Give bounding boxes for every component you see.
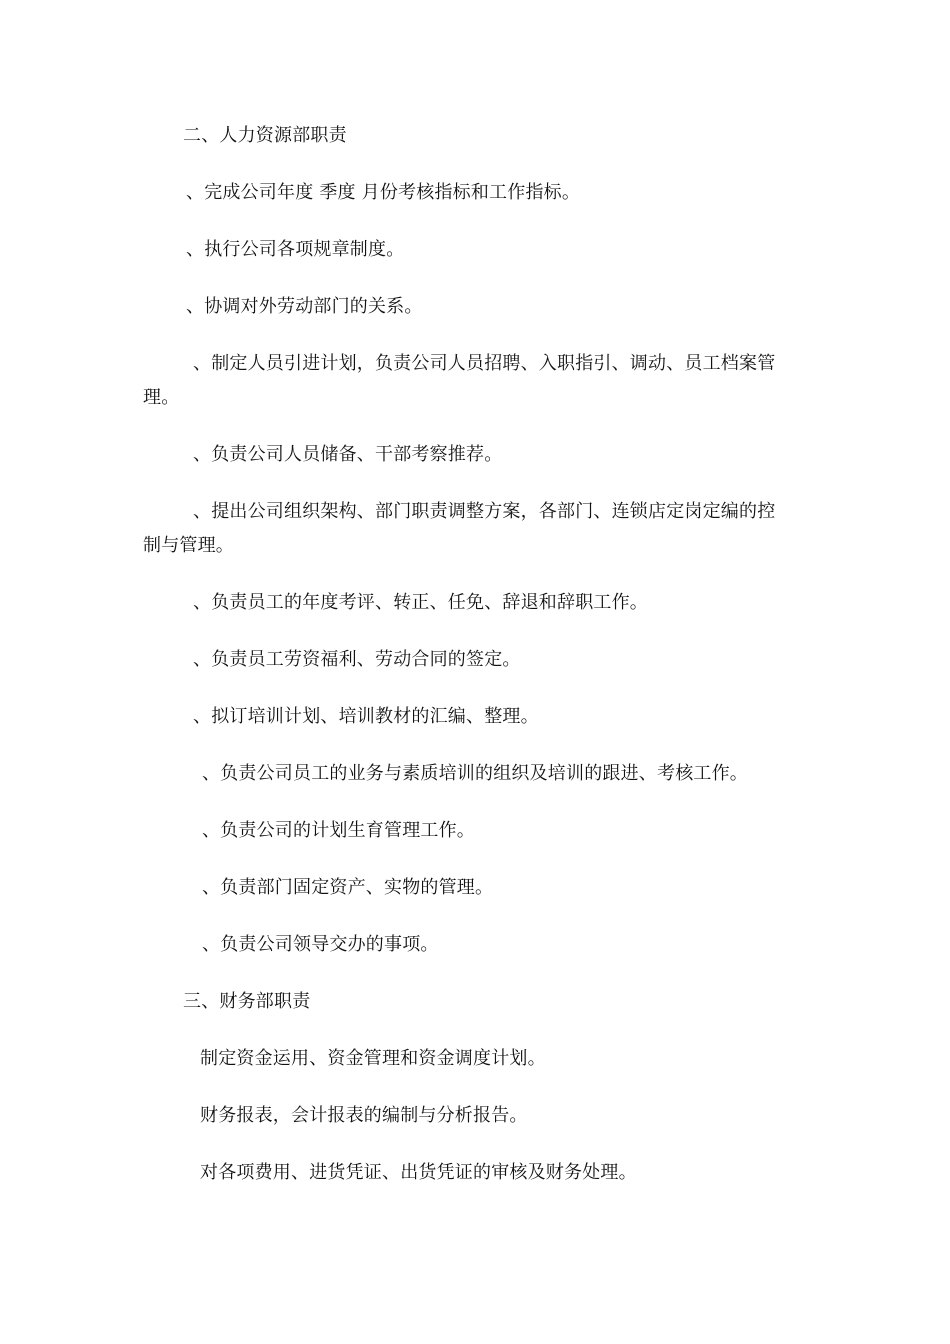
- hr-item-5: 、负责公司人员储备、干部考察推荐。: [193, 444, 503, 465]
- hr-item-8: 、负责员工劳资福利、劳动合同的签定。: [193, 649, 521, 670]
- hr-item-3: 、协调对外劳动部门的关系。: [186, 296, 423, 317]
- hr-item-12: 、负责部门固定资产、实物的管理。: [202, 877, 494, 898]
- finance-item-3: 对各项费用、进货凭证、出货凭证的审核及财务处理。: [200, 1162, 637, 1183]
- hr-item-11: 、负责公司的计划生育管理工作。: [202, 820, 475, 841]
- hr-item-2: 、执行公司各项规章制度。: [186, 239, 405, 260]
- hr-item-4: 、制定人员引进计划，负责公司人员招聘、入职指引、调动、员工档案管: [193, 353, 776, 374]
- hr-item-13: 、负责公司领导交办的事项。: [202, 934, 439, 955]
- hr-item-4-continuation: 理。: [143, 387, 180, 408]
- finance-item-2: 财务报表，会计报表的编制与分析报告。: [200, 1105, 528, 1126]
- hr-item-1: 、完成公司年度 季度 月份考核指标和工作指标。: [186, 182, 581, 203]
- hr-item-6-continuation: 制与管理。: [143, 535, 234, 556]
- finance-section-heading: 三、财务部职责: [183, 991, 311, 1012]
- hr-section-heading: 二、人力资源部职责: [183, 125, 347, 146]
- hr-item-9: 、拟订培训计划、培训教材的汇编、整理。: [193, 706, 539, 727]
- hr-item-6: 、提出公司组织架构、部门职责调整方案，各部门、连锁店定岗定编的控: [193, 501, 776, 522]
- hr-item-10: 、负责公司员工的业务与素质培训的组织及培训的跟进、考核工作。: [202, 763, 748, 784]
- hr-item-7: 、负责员工的年度考评、转正、任免、辞退和辞职工作。: [193, 592, 648, 613]
- finance-item-1: 制定资金运用、资金管理和资金调度计划。: [200, 1048, 546, 1069]
